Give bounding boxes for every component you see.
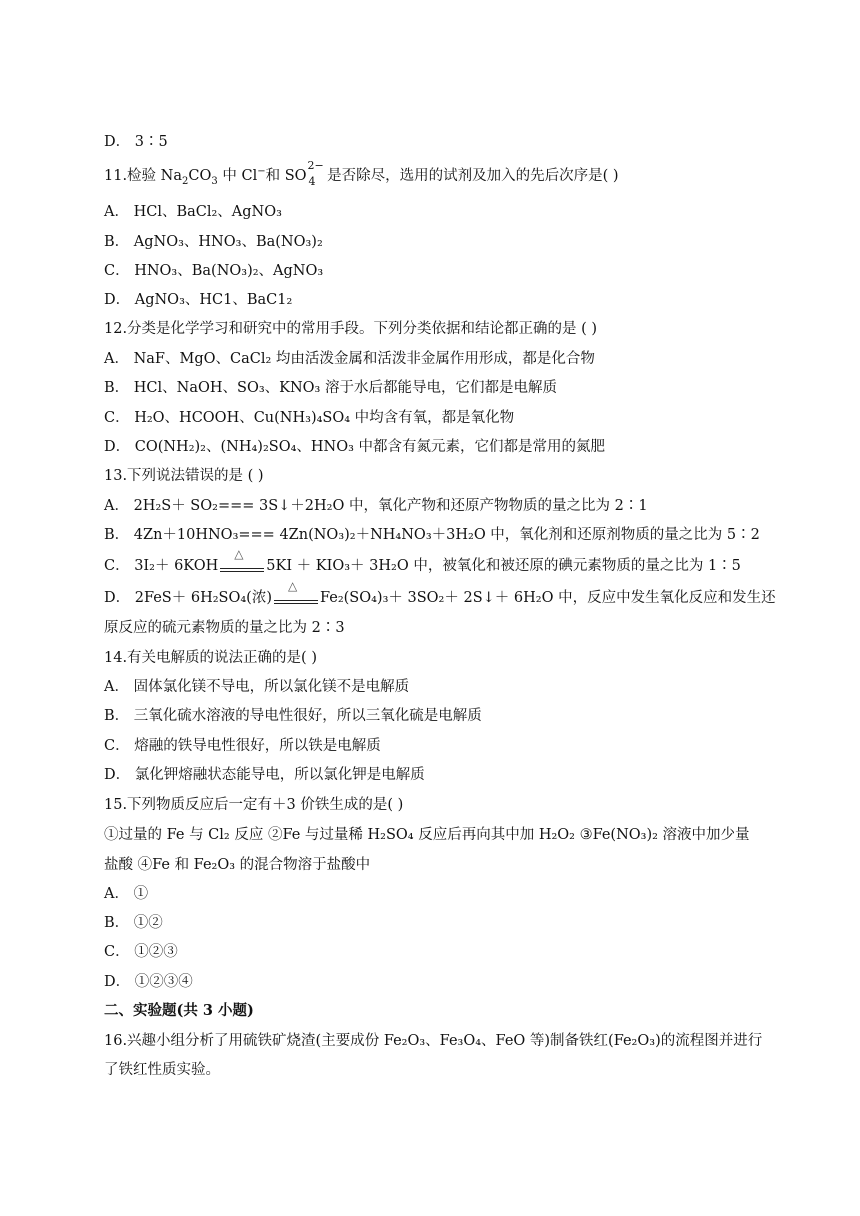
q13-d-products: Fe₂(SO₄)₃＋ 3SO₂＋ 2S↓＋ 6H₂O 中，反应中发生氧化反应和发生还 [319, 590, 776, 606]
equals-line [220, 571, 264, 572]
heating-condition-icon [218, 547, 266, 576]
heating-condition-icon [272, 579, 320, 608]
q11-option-a: A． HCl、BaCl₂、AgNO₃ [104, 204, 282, 220]
q14-option-b: B． 三氧化硫水溶液的导电性很好，所以三氧化硫是电解质 [104, 708, 482, 724]
q13-d-reactants: D． 2FeS＋ 6H₂SO₄(浓) [104, 590, 272, 606]
q12-stem: 12.分类是化学学习和研究中的常用手段。下列分类依据和结论都正确的是 ( ) [104, 321, 598, 337]
q12-option-a: A． NaF、MgO、CaCl₂ 均由活泼金属和活泼非金属作用形成，都是化合物 [104, 351, 595, 367]
q15-items-cont: 盐酸 ④Fe 和 Fe₂O₃ 的混合物溶于盐酸中 [104, 857, 371, 873]
q15-items: ①过量的 Fe 与 Cl₂ 反应 ②Fe 与过量稀 H₂SO₄ 反应后再向其中加 H₂O₂ ③Fe(NO₃)₂ 溶液中加少量 [104, 827, 750, 843]
equals-line [220, 568, 264, 569]
q11-sub-3: 3 [211, 176, 218, 187]
q11-option-b: B． AgNO₃、HNO₃、Ba(NO₃)₂ [104, 234, 323, 250]
q11-stem-part: 11.检验 Na [104, 168, 183, 184]
q11-stem-part: 是否除尽，选用的试剂及加入的先后次序是( ) [322, 168, 619, 184]
q14-option-a: A． 固体氯化镁不导电，所以氯化镁不是电解质 [104, 679, 410, 695]
q13-option-d [104, 579, 776, 608]
q11-option-c: C． HNO₃、Ba(NO₃)₂、AgNO₃ [104, 263, 324, 279]
q11-stem-part: 中 Cl [217, 168, 258, 184]
q15-option-b: B． ①② [104, 915, 163, 931]
q13-option-b: B． 4Zn＋10HNO₃=== 4Zn(NO₃)₂＋NH₄NO₃＋3H₂O 中，氧化剂和还原剂物质的量之比为 5∶2 [104, 527, 760, 543]
q16-stem: 16.兴趣小组分析了用硫铁矿烧渣(主要成份 Fe₂O₃、Fe₃O₄、FeO 等)制备铁红(Fe₂O₃)的流程图并进行 [104, 1033, 763, 1049]
heat-triangle: △ [287, 579, 298, 593]
ion-subscript: 4 [308, 175, 316, 188]
q12-option-c: C． H₂O、HCOOH、Cu(NH₃)₄SO₄ 中均含有氧，都是氧化物 [104, 410, 515, 426]
q12-option-d: D． CO(NH₂)₂、(NH₄)₂SO₄、HNO₃ 中都含有氮元素，它们都是常用的氮肥 [104, 439, 606, 455]
q13-stem: 13.下列说法错误的是 ( ) [104, 468, 264, 484]
sulfate-ion-notation [307, 159, 324, 188]
q11-sup-minus: − [257, 166, 266, 177]
q11-stem-part: 和 SO [265, 168, 307, 184]
q15-option-a: A． ① [104, 886, 149, 902]
q13-c-products: 5KI ＋ KIO₃＋ 3H₂O 中，被氧化和被还原的碘元素物质的量之比为 1∶5 [266, 558, 741, 574]
q13-option-c [104, 547, 741, 576]
q11-option-d: D． AgNO₃、HC1、BaC1₂ [104, 292, 293, 308]
q13-option-d-cont: 原反应的硫元素物质的量之比为 2∶3 [104, 620, 345, 636]
q10-option-d: D． 3∶5 [104, 134, 168, 150]
q14-option-d: D． 氯化钾熔融状态能导电，所以氯化钾是电解质 [104, 767, 425, 783]
section-heading: 二、实验题(共 3 小题) [104, 1002, 254, 1019]
q12-option-b: B． HCl、NaOH、SO₃、KNO₃ 溶于水后都能导电，它们都是电解质 [104, 380, 557, 396]
q13-option-a: A． 2H₂S＋ SO₂=== 3S↓＋2H₂O 中，氧化产物和还原产物物质的量之比为 2∶1 [104, 498, 648, 514]
ion-charge: 2− [307, 159, 324, 172]
q15-option-c: C． ①②③ [104, 944, 178, 960]
q16-stem-cont: 了铁红性质实验。 [104, 1062, 220, 1078]
q11-sub-2: 2 [182, 176, 189, 187]
equals-line [274, 603, 318, 604]
q11-stem [104, 159, 619, 188]
q15-option-d: D． ①②③④ [104, 974, 193, 990]
q14-stem: 14.有关电解质的说法正确的是( ) [104, 650, 317, 666]
q15-stem: 15.下列物质反应后一定有＋3 价铁生成的是( ) [104, 797, 404, 813]
q14-option-c: C． 熔融的铁导电性很好，所以铁是电解质 [104, 738, 381, 754]
heat-triangle: △ [234, 547, 244, 561]
q11-stem-part: CO [188, 168, 212, 184]
equals-line [274, 600, 318, 601]
q13-c-reactants: C． 3I₂＋ 6KOH [104, 558, 219, 574]
